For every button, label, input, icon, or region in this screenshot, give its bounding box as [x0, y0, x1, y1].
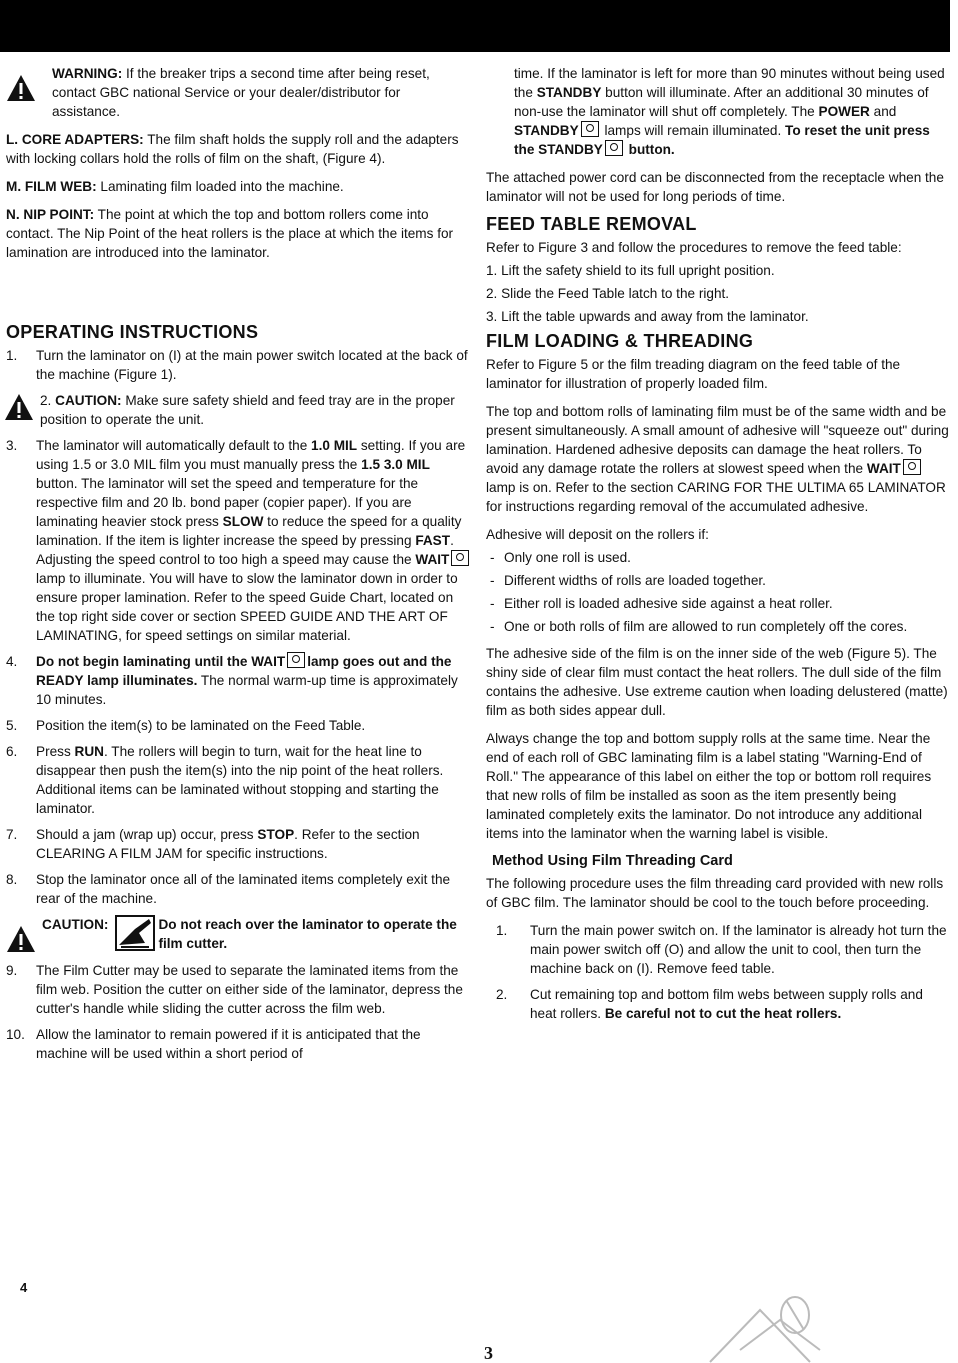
caution-label: CAUTION: [42, 917, 109, 932]
spacer [6, 271, 472, 321]
header-bar [0, 0, 950, 52]
adhesive-intro: Adhesive will deposit on the rollers if: [486, 527, 709, 542]
warning-triangle-icon [6, 74, 36, 102]
warning-block [6, 64, 472, 121]
core-adapters-paragraph [6, 130, 472, 168]
operating-steps [6, 346, 472, 908]
standby-icon [287, 652, 305, 668]
list-item: - Either roll is loaded adhesive side against a heat roller. [490, 596, 833, 611]
operating-instructions-heading: OPERATING INSTRUCTIONS [6, 322, 259, 342]
list-item: 2. CAUTION: Make sure safety shield and feed tray are in the proper position to operate the unit. [6, 391, 472, 429]
list-item: 10. Allow the laminator to remain powered if it is anticipated that the machine will be used within a short period of [6, 1027, 421, 1061]
method-heading: Method Using Film Threading Card [492, 853, 733, 869]
adhesive-side-paragraph: The adhesive side of the film is on the inner side of the web (Figure 5). The shiny side of clear film must contact the heat rollers. The dull side of the film contains the adhesive. Use extreme caution when loading delustered (matte) film as both sides appear dull. [486, 646, 948, 718]
list-item: - One or both rolls of film are allowed to run completely off the cores. [490, 619, 908, 634]
list-item: 9. The Film Cutter may be used to separate the laminated items from the film web. Position the cutter on either side of the laminator, depress the cutter's handle while sliding the cutter across the film web. [6, 963, 463, 1016]
list-item: 8. Stop the laminator once all of the laminated items completely exit the rear of the machine. [6, 872, 451, 906]
list-item: 1. Turn the main power switch on. If the laminator is already hot turn the main power switch off (O) and allow the unit to cool, then turn the machine back on (I). Remove feed table. [496, 923, 947, 976]
left-column [6, 64, 472, 1070]
list-item: 2. Slide the Feed Table latch to the right. [486, 286, 730, 301]
standby-icon [581, 121, 599, 137]
page-number-small: 4 [20, 1280, 28, 1295]
list-item: 1. Turn the laminator on (I) at the main power switch located at the back of the machine (Figure 1). [6, 348, 468, 382]
list-item: - Different widths of rolls are loaded together. [490, 573, 766, 588]
film-intro: Refer to Figure 5 or the film treading diagram on the feed table of the laminator for illustration of properly loaded film. [486, 357, 901, 391]
core-adapters-label: L. CORE ADAPTERS: [6, 132, 144, 147]
nip-point-paragraph [6, 205, 472, 262]
list-item: 2. Cut remaining top and bottom film webs between supply rolls and heat rollers. Be careful not to cut the heat rollers. [496, 987, 923, 1021]
warning-text: If the breaker trips a second time after being reset, contact GBC national Service or your dealer/distributor for assistance. [52, 66, 430, 119]
feed-table-removal-heading: FEED TABLE REMOVAL [486, 214, 697, 234]
power-cord-paragraph: The attached power cord can be disconnected from the receptacle when the laminator will not be used for long periods of time. [486, 170, 944, 204]
standby-icon [451, 550, 469, 566]
core-adapters-text: The film shaft holds the supply roll and the adapters with locking collars hold the rolls of film on the shaft, (Figure 4). [6, 132, 459, 166]
film-loading-heading: FILM LOADING & THREADING [486, 331, 754, 351]
adhesive-list [490, 548, 952, 636]
warning-triangle-icon [6, 925, 36, 953]
film-web-text: Laminating film loaded into the machine. [100, 179, 344, 194]
list-item: 3. The laminator will automatically default to the 1.0 MIL setting. If you are using 1.5 or 3.0 MIL film you must manually press the 1.5 3.0 MIL button. The laminator will set the speed and temperature for the respective film and 20 lb. bond paper (copier paper). If you are laminating heavier stock press SLOW to reduce the speed for a quality lamination. If the item is lighter increase the speed by pressing FAST. Adjusting the speed control to too high a speed may cause the WAIT lamp to illuminate. You will have to slow the laminator down in order to ensure proper lamination. Refer to the speed Guide Chart, located on the top right side cover or section SPEED GUIDE AND THE ART OF LAMINATING, for speed settings on similar material. [6, 436, 472, 645]
film-web-label: M. FILM WEB: [6, 179, 97, 194]
feed-intro: Refer to Figure 3 and follow the procedures to remove the feed table: [486, 240, 902, 255]
standby-icon [605, 140, 623, 156]
watermark-logo-icon [700, 1290, 860, 1363]
warning-label: WARNING: [52, 66, 123, 81]
list-item: 5. Position the item(s) to be laminated on the Feed Table. [6, 718, 366, 733]
film-web-paragraph [6, 177, 472, 196]
page-number: 3 [484, 1343, 493, 1363]
nip-point-label: N. NIP POINT: [6, 207, 95, 222]
standby-continuation: time. If the laminator is left for more than 90 minutes without being used the STANDBY button will illuminate. After an additional 30 minutes of non-use the laminator will shut off completely. The POWER and STANDBY lamps will remain illuminated. To reset the unit press the STANDBY button. [514, 66, 945, 157]
list-item: 7. Should a jam (wrap up) occur, press STOP. Refer to the section CLEARING A FILM JAM for specific instructions. [6, 827, 420, 861]
list-item: 1. Lift the safety shield to its full upright position. [486, 263, 775, 278]
operating-steps-continued [6, 961, 472, 1063]
right-column [486, 64, 952, 1030]
caution-text: Do not reach over the laminator to operate the film cutter. [158, 917, 457, 951]
list-item: 4. Do not begin laminating until the WAIT lamp goes out and the READY lamp illuminates. The normal warm-up time is approximately 10 minutes. [6, 654, 458, 707]
nip-point-text: The point at which the top and bottom rollers come into contact. The Nip Point of the heat rollers is the place at which the items for lamination are introduced into the laminator. [6, 207, 454, 260]
cutter-caution-block [6, 915, 472, 953]
list-item: 6. Press RUN. The rollers will begin to turn, wait for the heat line to disappear then push the item(s) into the nip point of the heat rollers. Additional items can be laminated without stopping and starting the laminator. [6, 744, 444, 816]
film-adhesive-paragraph: The top and bottom rolls of laminating film must be of the same width and be present simultaneously. A small amount of adhesive will "squeeze out" during lamination. Hardened adhesive deposits can damage the heat rollers. To avoid any damage rotate the rollers at slowest speed when the WAIT lamp is on. Refer to the section CARING FOR THE ULTIMA 65 LAMINATOR for instructions regarding removal of the accumulated adhesive. [486, 404, 949, 514]
list-item: 3. Lift the table upwards and away from the laminator. [486, 309, 809, 324]
cutter-hand-icon [115, 915, 155, 951]
standby-icon [903, 459, 921, 475]
list-item: - Only one roll is used. [490, 550, 631, 565]
method-intro: The following procedure uses the film threading card provided with new rolls of GBC film. The laminator should be cool to the touch before proceeding. [486, 876, 944, 910]
change-rolls-paragraph: Always change the top and bottom supply rolls at the same time. Near the end of each roll of GBC laminating film is a label stating "Warning-End of Roll." The appearance of this label on either the top or bottom roll requires that new rolls of film be installed as soon as the item presently being laminated completely exits the laminator. Do not introduce any additional items into the laminator when the warning label is visible. [486, 731, 932, 841]
method-steps [496, 921, 952, 1023]
warning-triangle-icon [4, 393, 34, 421]
